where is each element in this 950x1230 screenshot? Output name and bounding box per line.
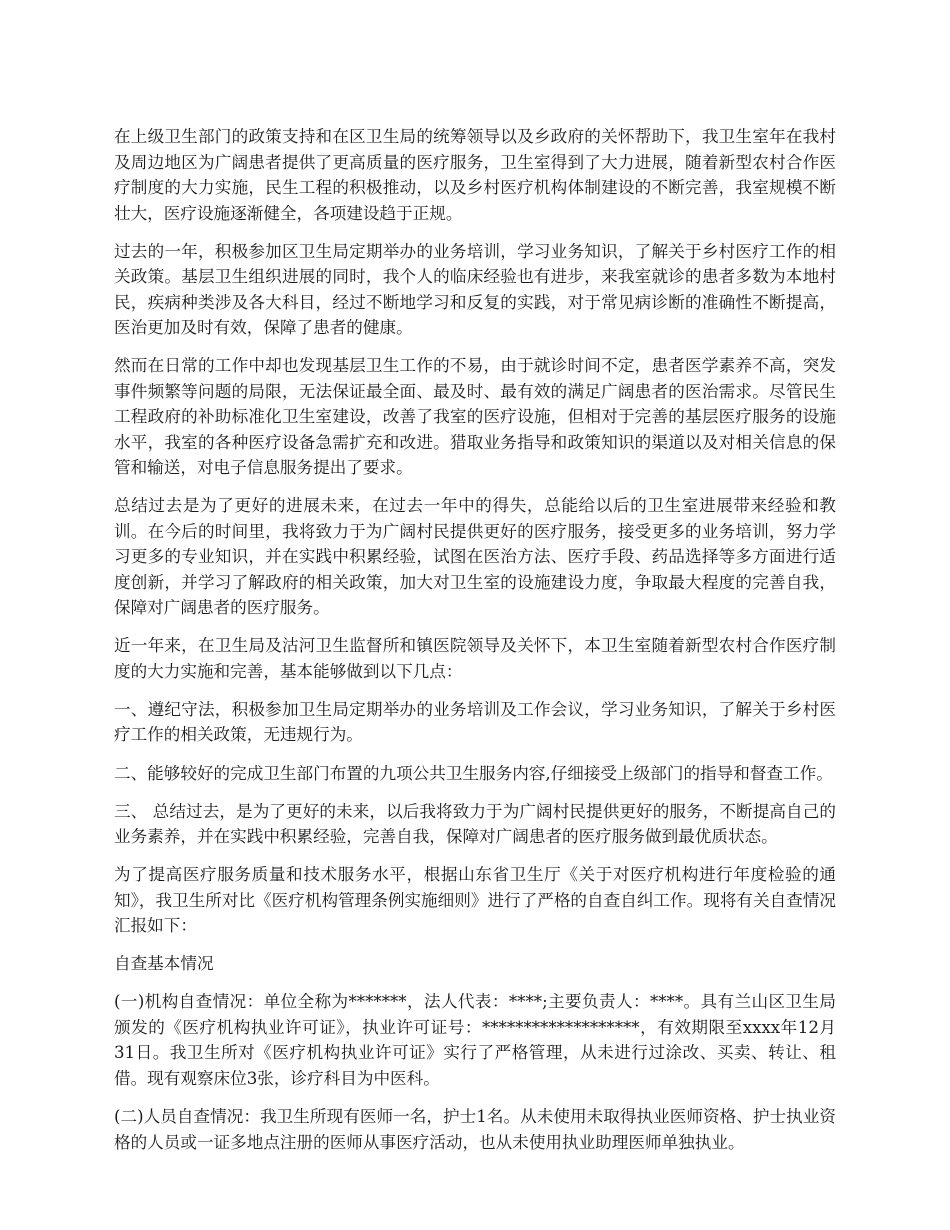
paragraph-self-inspection-intro: 为了提高医疗服务质量和技术服务水平，根据山东省卫生厅《关于对医疗机构进行年度检验的通知》，我卫生所对比《医疗机构管理条例实施细则》进行了严格的自查自纠工作。现将有关自查情况汇报如下： bbox=[114, 865, 836, 936]
paragraph-intro: 在上级卫生部门的政策支持和在区卫生局的统筹领导以及乡政府的关怀帮助下，我卫生室年在我村及周边地区为广阔患者提供了更高质量的医疗服务，卫生室得到了大力进展，随着新型农村合作医疗制度的大力实施，民生工程的积极推动，以及乡村医疗机构体制建设的不断完善，我室规模不断壮大，医疗设施逐渐健全，各项建设趋于正规。 bbox=[114, 127, 836, 223]
paragraph-past-year: 过去的一年，积极参加区卫生局定期举办的业务培训，学习业务知识，了解关于乡村医疗工作的相关政策。基层卫生组织进展的同时，我个人的临床经验也有进步，来我室就诊的患者多数为本地村民，疾病种类涉及各大科目，经过不断地学习和反复的实践，对于常见病诊断的准确性不断提高，医治更加及时有效，保障了患者的健康。 bbox=[114, 241, 836, 338]
document-body bbox=[114, 124, 836, 1168]
paragraph-point-three: 三、 总结过去，是为了更好的未来，以后我将致力于为广阔村民提供更好的服务，不断提高自己的业务素养，并在实践中积累经验，完善自我，保障对广阔患者的医疗服务做到最优质状态。 bbox=[114, 801, 836, 847]
paragraph-summary-future: 总结过去是为了更好的进展未来，在过去一年中的得失，总能给以后的卫生室进展带来经验和教训。在今后的时间里，我将致力于为广阔村民提供更好的医疗服务，接受更多的业务培训，努力学习更多的专业知识，并在实践中积累经验，试图在医治方法、医疗手段、药品选择等多方面进行适度创新，并学习了解政府的相关政策，加大对卫生室的设施建设力度，争取最大程度的完善自我，保障对广阔患者的医疗服务。 bbox=[114, 496, 836, 618]
paragraph-point-one: 一、遵纪守法，积极参加卫生局定期举办的业务培训及工作会议，学习业务知识，了解关于乡村医疗工作的相关政策，无违规行为。 bbox=[114, 699, 836, 745]
section-heading-self-inspection: 自查基本情况 bbox=[114, 954, 214, 974]
paragraph-point-two: 二、能够较好的完成卫生部门布置的九项公共卫生服务内容,仔细接受上级部门的指导和督查工作。 bbox=[114, 763, 833, 783]
paragraph-recent-year: 近一年来，在卫生局及沽河卫生监督所和镇医院领导及关怀下，本卫生室随着新型农村合作医疗制度的大力实施和完善，基本能够做到以下几点： bbox=[114, 636, 836, 681]
paragraph-personnel-inspection: (二)人员自查情况：我卫生所现有医师一名，护士1名。从未使用未取得执业医师资格、护士执业资格的人员或一证多地点注册的医师从事医疗活动，也从未使用执业助理医师单独执业。 bbox=[114, 1107, 836, 1152]
paragraph-institution-inspection: (一)机构自查情况：单位全称为*******，法人代表：****;主要负责人：****。具有兰山区卫生局颁发的《医疗机构执业许可证》，执业许可证号：*******************，有效期限至xxxx年12月31日。我卫生所对《医疗机构执业许可证》实行了严格管理，从未进行过涂改、买卖、转让、租借。现有观察床位3张，诊疗科目为中医科。 bbox=[114, 992, 836, 1088]
paragraph-difficulties: 然而在日常的工作中却也发现基层卫生工作的不易，由于就诊时间不定，患者医学素养不高，突发事件频繁等问题的局限，无法保证最全面、最及时、最有效的满足广阔患者的医治需求。尽管民生工程政府的补助标准化卫生室建设，改善了我室的医疗设施，但相对于完善的基层医疗服务的设施水平，我室的各种医疗设备急需扩充和改进。猎取业务指导和政策知识的渠道以及对相关信息的保管和输送，对电子信息服务提出了要求。 bbox=[114, 356, 836, 478]
